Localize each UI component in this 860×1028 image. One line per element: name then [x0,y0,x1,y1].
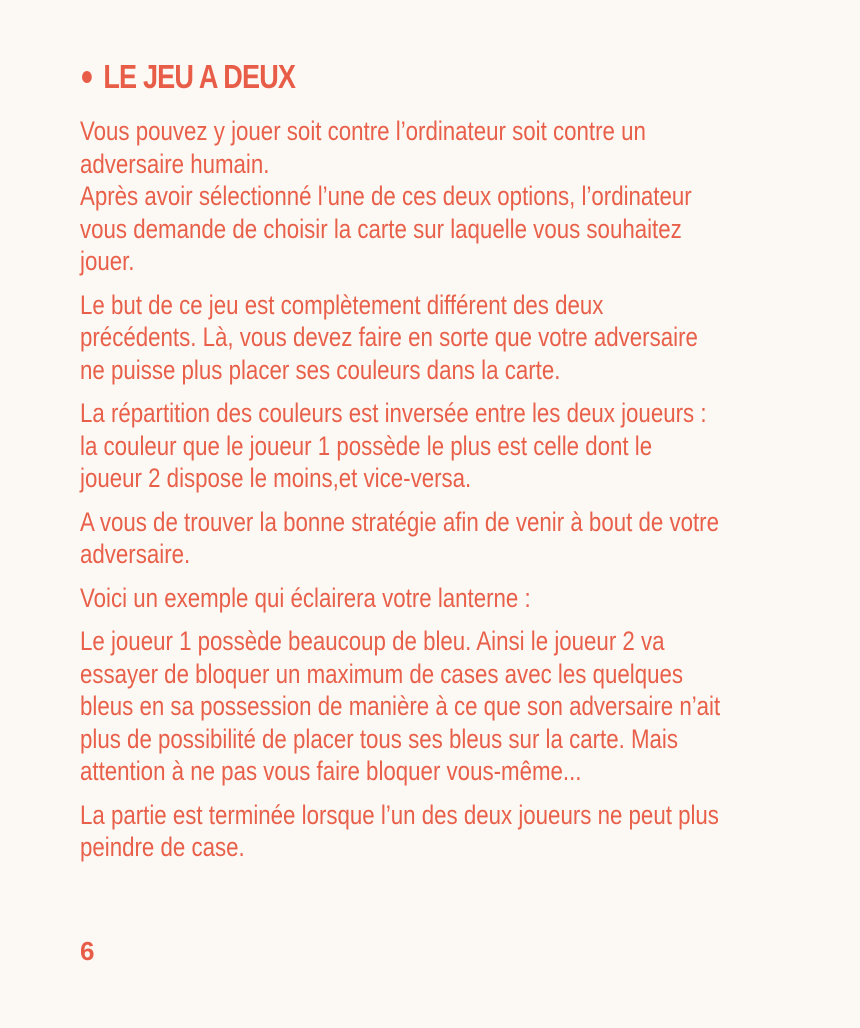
paragraph: La répartition des couleurs est inversée entre les deux joueurs : la couleur que le joueur 1 possède le plus est celle dont le joueur 2 dispose le moins,et vice-versa. [80,398,707,493]
paragraph: Le joueur 1 possède beaucoup de bleu. Ainsi le joueur 2 va essayer de bloquer un maximum de cases avec les quelques bleus en sa possession de manière à ce que son adversaire n’ait plus de possibilité de placer tous ses bleus sur la carte. Mais attention à ne pas vous faire bloquer vous-même... [80,626,721,786]
bullet-icon [82,71,92,83]
section-heading [82,58,295,96]
page-number: 6 [80,936,95,966]
paragraph: La partie est terminée lorsque l’un des deux joueurs ne peut plus peindre de case. [80,799,719,862]
paragraph: Voici un exemple qui éclairera votre lanterne : [80,582,531,613]
body-text [80,115,790,875]
paragraph: Vous pouvez y jouer soit contre l’ordinateur soit contre un adversaire humain. Après avoir sélectionné l’une de ces deux options, l’ordinateur vous demande de choisir la carte sur laquelle vous souhaitez jouer. [80,116,692,276]
paragraph: A vous de trouver la bonne stratégie afin de venir à bout de votre adversaire. [80,506,719,569]
heading-text: LE JEU A DEUX [103,58,296,95]
paragraph: Le but de ce jeu est complètement différent des deux précédents. Là, vous devez faire en sorte que votre adversaire ne puisse plus placer ses couleurs dans la carte. [80,289,698,385]
